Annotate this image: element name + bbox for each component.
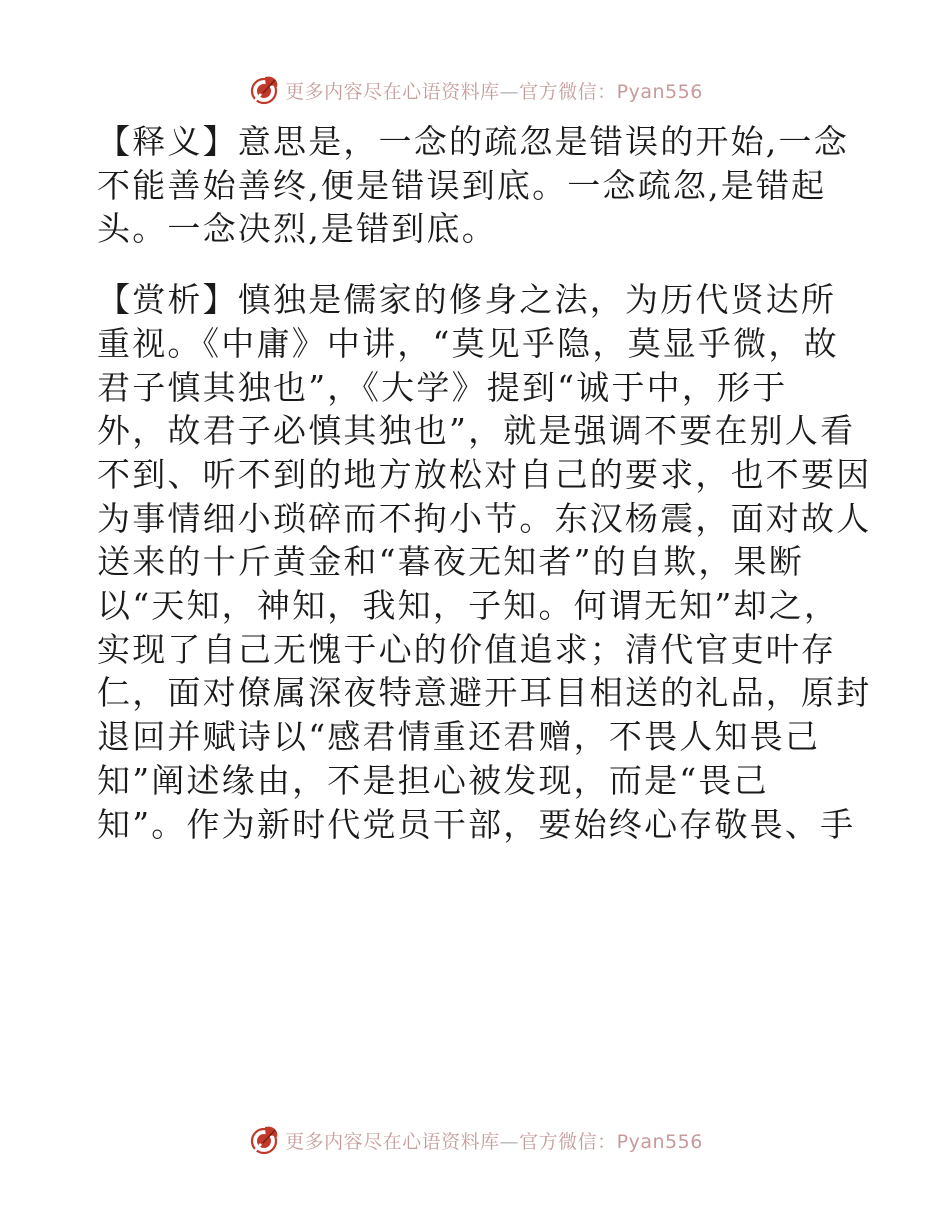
header-banner xyxy=(0,70,950,110)
text-line: 知”。作为新时代党员干部，要始终心存敬畏、手 xyxy=(97,804,856,844)
text-line: 外，故君子必慎其独也”，就是强调不要在别人看 xyxy=(97,411,856,451)
footer-banner-text xyxy=(285,1127,703,1154)
text-line: 【赏析】慎独是儒家的修身之法，为历代贤达所 xyxy=(97,280,837,320)
text-line: 重视。《中庸》中讲，“莫见乎隐，莫显乎微，故 xyxy=(97,323,839,363)
footer-banner-main: 更多内容尽在心语资料库 xyxy=(285,1130,500,1153)
paragraph-spacer xyxy=(97,251,857,278)
text-line: 送来的十斤黄金和“暮夜无知者”的自欺，果断 xyxy=(97,542,804,582)
document-body xyxy=(97,120,872,846)
text-line: 仁，面对僚属深夜特意避开耳目相送的礼品，原封 xyxy=(97,673,872,713)
quill-seal-icon xyxy=(247,1123,281,1157)
paragraph-definition xyxy=(97,120,857,251)
text-line: 退回并赋诗以“感君情重还君赠，不畏人知畏己 xyxy=(97,717,821,757)
text-line: 实现了自己无愧于心的价值追求；清代官吏叶存 xyxy=(97,629,837,669)
text-line: 为事情细小琐碎而不拘小节。东汉杨震，面对故人 xyxy=(97,498,872,538)
text-line: 君子慎其独也”，《大学》提到“诚于中，形于 xyxy=(97,367,788,407)
text-line: 不能善始善终,便是错误到底。一念疏忽,是错起 xyxy=(97,165,827,205)
text-line: 知”阐述缘由，不是担心被发现，而是“畏己 xyxy=(97,760,769,800)
footer-banner xyxy=(0,1120,950,1160)
text-line: 【释义】意思是，一念的疏忽是错误的开始,一念 xyxy=(97,122,849,161)
header-banner-main: 更多内容尽在心语资料库 xyxy=(285,80,500,103)
header-banner-wechat: 官方微信：Pyan556 xyxy=(519,80,703,103)
footer-banner-wechat: 官方微信：Pyan556 xyxy=(519,1130,703,1153)
footer-banner-sep: — xyxy=(499,1130,520,1153)
text-line: 头。一念决烈,是错到底。 xyxy=(97,209,497,249)
paragraph-analysis xyxy=(97,278,872,846)
text-line: 不到、听不到的地方放松对自己的要求，也不要因 xyxy=(97,454,872,494)
header-banner-sep: — xyxy=(499,80,520,103)
header-banner-text xyxy=(285,77,703,104)
quill-seal-icon xyxy=(247,73,281,107)
text-line: 以“天知，神知，我知，子知。何谓无知”却之， xyxy=(97,586,840,626)
